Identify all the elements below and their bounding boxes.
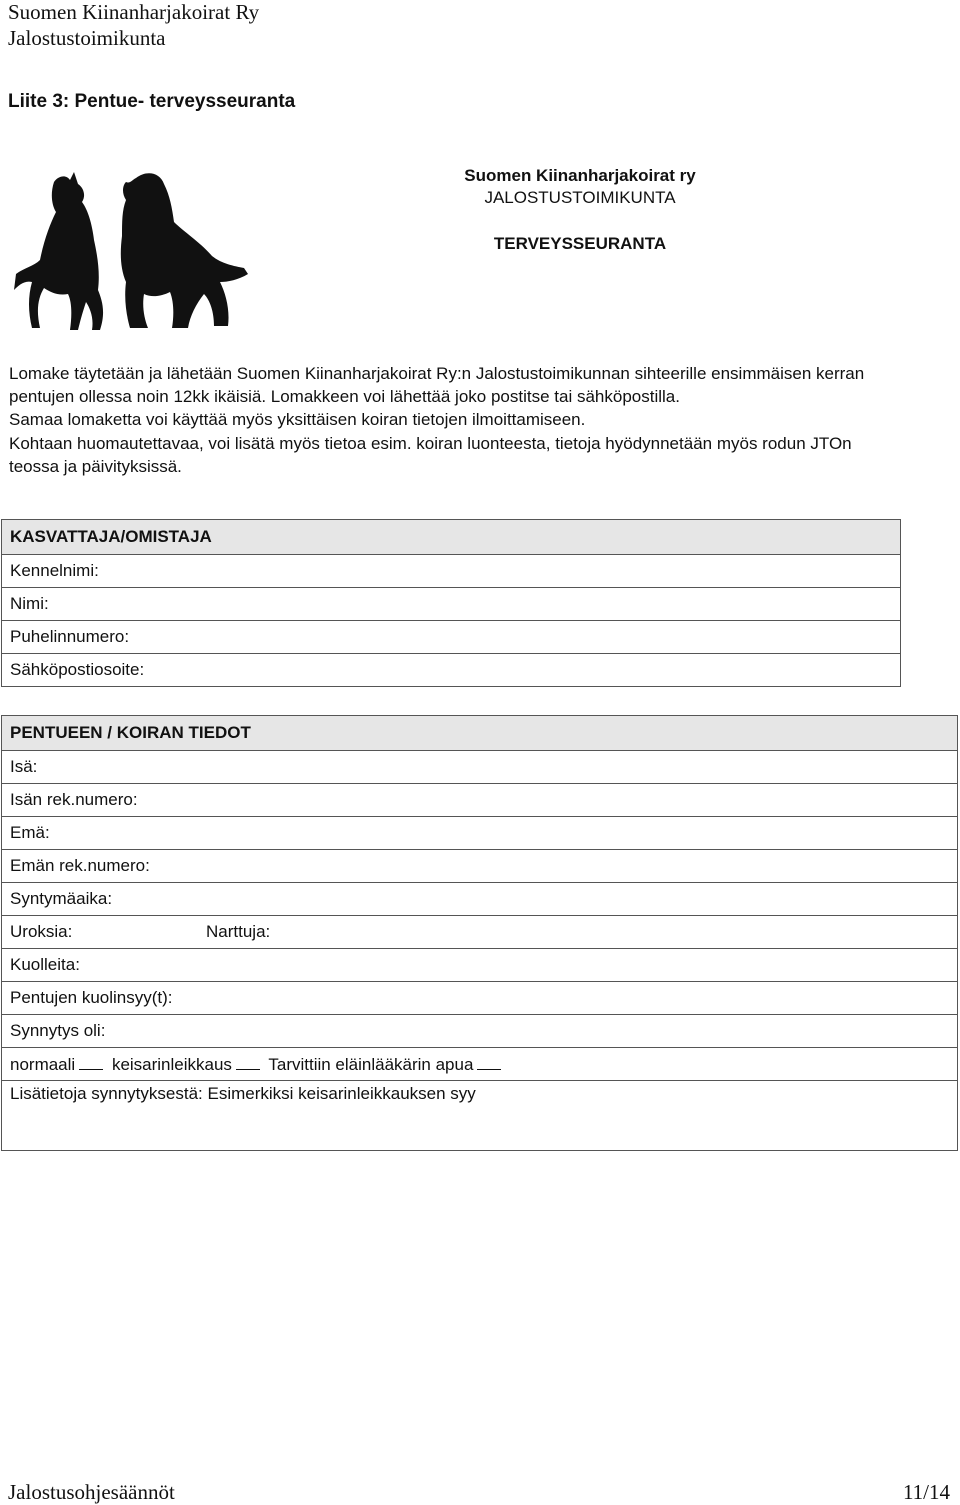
intro-paragraph: Kohtaan huomautettavaa, voi lisätä myös tietoa esim. koiran luonteesta, tietoja hyödynnetään myös rodun JTOn teossa ja päivityksissä. bbox=[9, 433, 852, 476]
males-field[interactable]: Uroksia: bbox=[10, 922, 73, 941]
document-title: Liite 3: Pentue- terveysseuranta bbox=[8, 91, 296, 112]
birth-caesarean-blank[interactable] bbox=[236, 1053, 260, 1070]
birth-normal-label: normaali bbox=[10, 1055, 76, 1074]
footer-title: Jalostusohjesäännöt bbox=[8, 1480, 175, 1504]
owner-table bbox=[1, 519, 901, 687]
page-number: 11/14 bbox=[902, 1480, 950, 1504]
litter-table bbox=[1, 715, 958, 1151]
birth-date-field[interactable]: Syntymäaika: bbox=[2, 883, 958, 916]
intro-text bbox=[9, 362, 889, 478]
birth-vet-blank[interactable] bbox=[477, 1053, 501, 1070]
sire-field[interactable]: Isä: bbox=[2, 751, 958, 784]
extra-info-field[interactable]: Lisätietoja synnytyksestä: Esimerkiksi keisarinleikkauksen syy bbox=[2, 1081, 958, 1151]
email-field[interactable]: Sähköpostiosoite: bbox=[2, 654, 901, 687]
birth-normal-blank[interactable] bbox=[79, 1053, 103, 1070]
birth-was-label: Synnytys oli: bbox=[2, 1015, 958, 1048]
org-name: Suomen Kiinanharjakoirat ry bbox=[464, 166, 696, 185]
dam-reg-field[interactable]: Emän rek.numero: bbox=[2, 850, 958, 883]
owner-heading: KASVATTAJA/OMISTAJA bbox=[2, 520, 901, 555]
intro-paragraph: Lomake täytetään ja lähetään Suomen Kiinanharjakoirat Ry:n Jalostustoimikunnan sihteerille ensimmäisen kerran pentujen ollessa noin 12kk ikäisiä. Lomakkeen voi lähettää joko postitse tai sähköpostilla. bbox=[9, 364, 865, 407]
dead-field[interactable]: Kuolleita: bbox=[2, 949, 958, 982]
females-field[interactable]: Narttuja: bbox=[206, 922, 271, 941]
birth-caesarean-label: keisarinleikkaus bbox=[111, 1055, 232, 1074]
litter-heading: PENTUEEN / KOIRAN TIEDOT bbox=[2, 716, 958, 751]
death-cause-field[interactable]: Pentujen kuolinsyy(t): bbox=[2, 982, 958, 1015]
dam-field[interactable]: Emä: bbox=[2, 817, 958, 850]
sire-reg-field[interactable]: Isän rek.numero: bbox=[2, 784, 958, 817]
org-dept: JALOSTUSTOIMIKUNTA bbox=[484, 188, 676, 207]
birth-vet-label: Tarvittiin eläinlääkärin apua bbox=[268, 1055, 474, 1074]
kennel-name-field[interactable]: Kennelnimi: bbox=[2, 555, 901, 588]
name-field[interactable]: Nimi: bbox=[2, 588, 901, 621]
birth-type-row bbox=[2, 1048, 958, 1081]
form-title: TERVEYSSEURANTA bbox=[493, 234, 667, 253]
sex-count-row bbox=[2, 916, 958, 949]
intro-paragraph: Samaa lomaketta voi käyttää myös yksittäisen koiran tietojen ilmoittamiseen. bbox=[9, 410, 586, 430]
org-block bbox=[430, 165, 730, 255]
header-org: Suomen Kiinanharjakoirat Ry bbox=[8, 0, 260, 24]
phone-field[interactable]: Puhelinnumero: bbox=[2, 621, 901, 654]
header-dept: Jalostustoimikunta bbox=[8, 26, 166, 50]
two-dogs-silhouette-icon bbox=[14, 170, 248, 333]
